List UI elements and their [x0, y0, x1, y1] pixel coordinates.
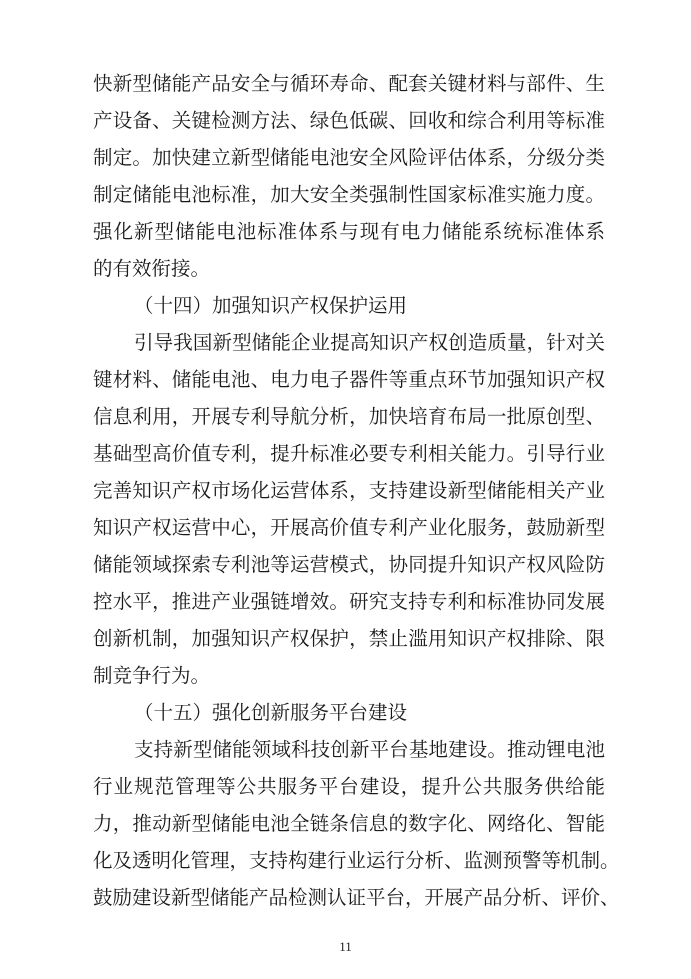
paragraph-2-line-6: 知识产权运营中心，开展高价值专利产业化服务，鼓励新型 [93, 516, 605, 539]
paragraph-2-line-8: 控水平，推进产业强链增效。研究支持专利和标准协同发展 [93, 590, 605, 613]
paragraph-2-line-10: 制竞争行为。 [93, 664, 211, 687]
paragraph-2-line-4: 基础型高价值专利，提升标准必要专利相关能力。引导行业 [93, 442, 605, 465]
section-heading-15: （十五）强化创新服务平台建设 [134, 701, 408, 724]
paragraph-1-line-1: 快新型储能产品安全与循环寿命、配套关键材料与部件、生 [93, 72, 605, 95]
paragraph-2-line-2: 键材料、储能电池、电力电子器件等重点环节加强知识产权 [93, 368, 605, 391]
paragraph-3-line-3: 力，推动新型储能电池全链条信息的数字化、网络化、智能 [93, 812, 605, 835]
page-number: 11 [339, 939, 352, 954]
section-heading-14: （十四）加强知识产权保护运用 [134, 294, 408, 317]
paragraph-1-line-3: 制定。加快建立新型储能电池安全风险评估体系，分级分类 [93, 146, 605, 169]
paragraph-2-line-9: 创新机制，加强知识产权保护，禁止滥用知识产权排除、限 [93, 627, 605, 650]
paragraph-3-line-4: 化及透明化管理，支持构建行业运行分析、监测预警等机制。 [93, 849, 620, 872]
paragraph-3-line-2: 行业规范管理等公共服务平台建设，提升公共服务供给能 [93, 775, 605, 798]
paragraph-2-line-5: 完善知识产权市场化运营体系，支持建设新型储能相关产业 [93, 479, 605, 502]
paragraph-2-line-1: 引导我国新型储能企业提高知识产权创造质量，针对关 [134, 331, 605, 354]
paragraph-1-line-6: 的有效衔接。 [93, 257, 211, 280]
paragraph-3-line-1: 支持新型储能领域科技创新平台基地建设。推动锂电池 [134, 738, 605, 761]
paragraph-2-line-7: 储能领域探索专利池等运营模式，协同提升知识产权风险防 [93, 553, 605, 576]
paragraph-1-line-2: 产设备、关键检测方法、绿色低碳、回收和综合利用等标准 [93, 109, 605, 132]
paragraph-1-line-5: 强化新型储能电池标准体系与现有电力储能系统标准体系 [93, 220, 605, 243]
paragraph-2-line-3: 信息利用，开展专利导航分析，加快培育布局一批原创型、 [93, 405, 605, 428]
paragraph-3-line-5: 鼓励建设新型储能产品检测认证平台，开展产品分析、评价、 [93, 886, 620, 909]
paragraph-1-line-4: 制定储能电池标准，加大安全类强制性国家标准实施力度。 [93, 183, 605, 206]
